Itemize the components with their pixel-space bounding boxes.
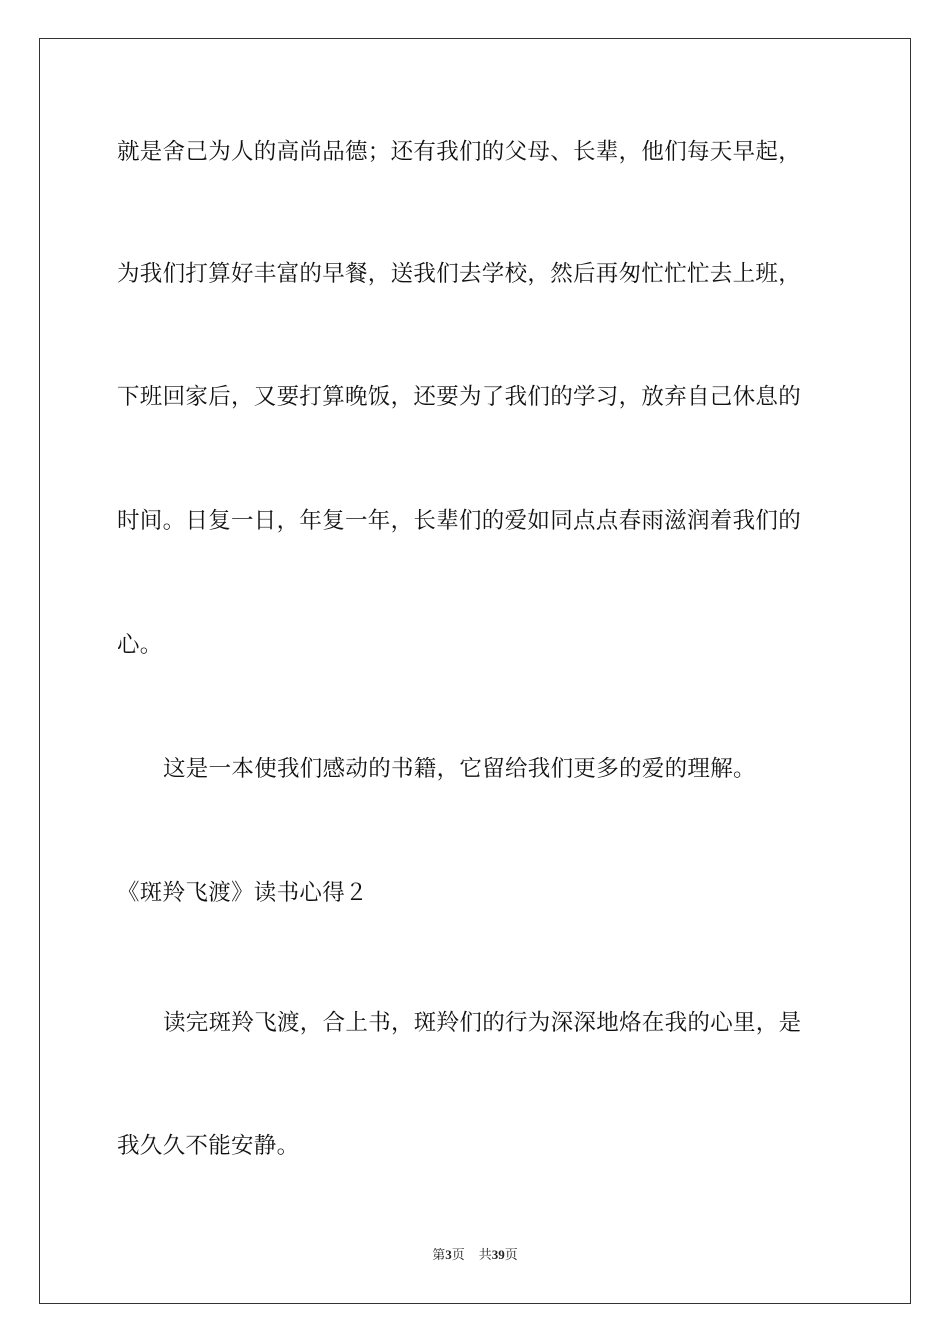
page-prefix: 第: [432, 1248, 446, 1263]
total-pages: 39: [491, 1247, 505, 1262]
paragraph-line: 我久久不能安静。: [117, 1133, 300, 1159]
total-suffix: 页: [504, 1248, 518, 1263]
paragraph-line: 就是舍己为人的高尚品德；还有我们的父母、长辈，他们每天早起，: [117, 139, 802, 165]
paragraph-line: 读完斑羚飞渡，合上书，斑羚们的行为深深地烙在我的心里，是: [163, 1010, 802, 1036]
paragraph-line: 心。: [117, 632, 163, 658]
paragraph-line: 时间。日复一日，年复一年，长辈们的爱如同点点春雨滋润着我们的: [117, 508, 802, 534]
current-page: 3: [445, 1247, 452, 1262]
page-number-footer: [0, 1246, 950, 1265]
page-border: [39, 38, 911, 1304]
section-heading: 《斑羚飞渡》读书心得２: [117, 880, 368, 906]
paragraph-line: 这是一本使我们感动的书籍，它留给我们更多的爱的理解。: [163, 756, 756, 782]
paragraph-line: 下班回家后，又要打算晚饭，还要为了我们的学习，放弃自己休息的: [117, 384, 802, 410]
paragraph-line: 为我们打算好丰富的早餐，送我们去学校，然后再匆忙忙忙去上班，: [117, 261, 802, 287]
page-suffix: 页: [451, 1248, 465, 1263]
total-prefix: 共: [478, 1248, 492, 1263]
